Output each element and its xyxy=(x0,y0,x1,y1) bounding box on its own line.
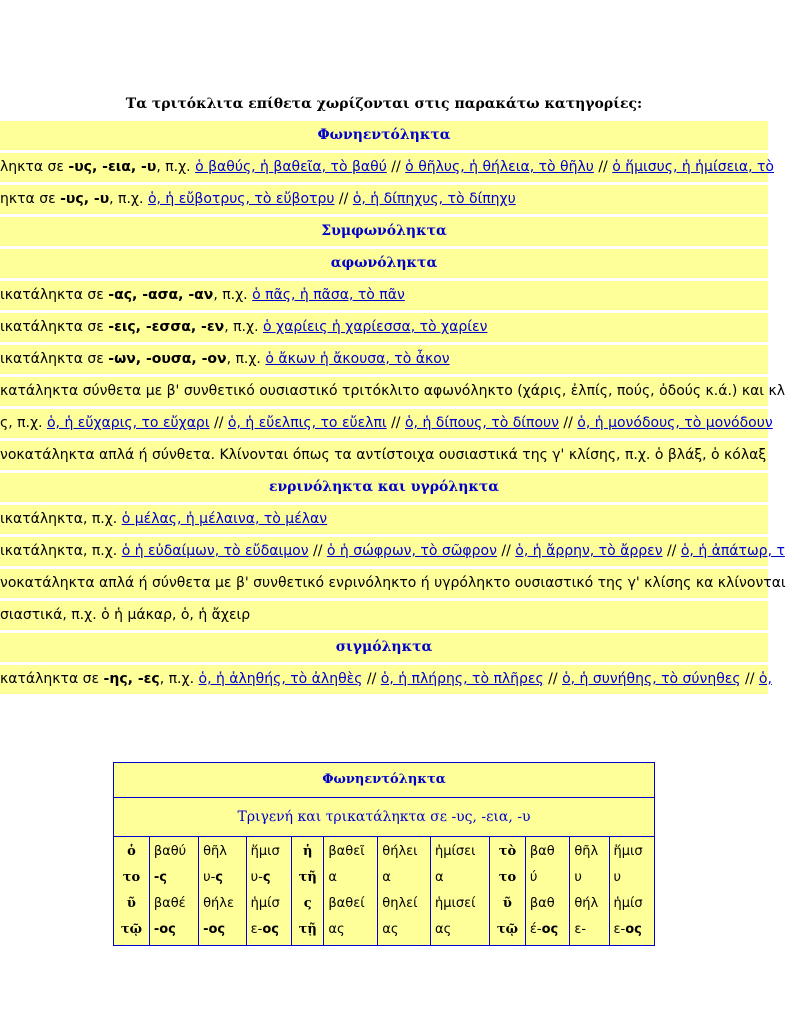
category-row xyxy=(0,185,768,214)
word-form xyxy=(203,917,242,943)
example-link[interactable]: ὁ, ἡ εὔχαρις, το εὔχαρι xyxy=(46,415,210,431)
word-form: ας xyxy=(382,922,399,937)
example-link[interactable]: ὁ, ἡ δίπηχυς, τὸ δίπηχυ xyxy=(352,191,516,207)
example-link[interactable]: ὁ, xyxy=(758,671,772,687)
categories-list xyxy=(0,121,786,697)
example-link[interactable]: ὁ, ἡ ἀληθής, τὸ ἀληθὲς xyxy=(198,671,363,687)
word-form: ἡμίσ xyxy=(250,896,280,911)
row-text: // xyxy=(496,543,516,559)
form-cell xyxy=(525,837,569,946)
row-text: νοκατάληκτα απλά ή σύνθετα. Κλίνονται όπως τα αντίστοιχα ουσιαστικά της γ' κλίσης, π.χ. ὁ βλάξ, ὁ κόλαξ xyxy=(0,447,767,463)
category-row xyxy=(0,281,768,310)
article-form: ῦ xyxy=(502,896,512,911)
category-row xyxy=(0,313,768,342)
category-row xyxy=(0,441,768,470)
word-form: έ-ος xyxy=(529,922,559,937)
example-link[interactable]: ὁ, ἡ εὔελπις, το εὔελπι xyxy=(227,415,387,431)
example-link[interactable]: ὁ, ἡ ἄρρην, τὸ ἄρρεν xyxy=(515,543,663,559)
row-text: // xyxy=(558,415,578,431)
category-row xyxy=(0,665,772,694)
table-row xyxy=(114,837,655,946)
category-row xyxy=(0,505,768,534)
article-form: ῦ xyxy=(126,896,136,911)
article-form: το xyxy=(498,870,517,885)
row-text: σιαστικά, π.χ. ὁ ἡ μάκαρ, ὁ, ἡ ἄχειρ xyxy=(0,607,251,623)
ending-text: -ος xyxy=(153,922,176,937)
example-link[interactable]: ὁ ἥμισυς, ἡ ἡμίσεια, τὸ xyxy=(612,159,774,175)
article-cell xyxy=(490,837,526,946)
category-row xyxy=(0,569,786,598)
word-form: βαθεί xyxy=(328,896,365,911)
ending-text: -ας, -ασα, -αν xyxy=(108,287,214,303)
word-form: υ-ς xyxy=(250,870,271,885)
word-form: ἡμισεί xyxy=(435,896,476,911)
example-link[interactable]: ὁ βαθύς, ἡ βαθεῖα, τὸ βαθύ xyxy=(195,159,387,175)
ending-text: -υς, -υ xyxy=(60,191,110,207)
row-text: κατάληκτα σύνθετα με β' συνθετικό ουσιαστικό τριτόκλιτο αφωνόληκτο (χάρις, ἐλπίς, πούς, ὀδούς κ.ά.) και κλ xyxy=(0,383,786,399)
row-text: , π.χ. xyxy=(213,287,253,303)
section-heading: Συμφωνόληκτα xyxy=(0,217,768,246)
row-text: νοκατάληκτα απλά ή σύνθετα με β' συνθετικό ενρινόληκτο ή υγρόληκτο ουσιαστικό της γ' κλίσης κα κλίνονται xyxy=(0,575,786,591)
word-form xyxy=(154,917,194,943)
row-text: // xyxy=(593,159,613,175)
word-form: ἥμισ xyxy=(250,844,280,859)
word-form: θῆλ xyxy=(574,844,599,859)
row-text: ικατάληκτα σε xyxy=(0,319,109,335)
row-text: , π.χ. xyxy=(226,351,266,367)
category-row xyxy=(0,537,785,566)
form-cell xyxy=(570,837,609,946)
word-form: θήλει xyxy=(382,844,418,859)
article-form: τῆ xyxy=(298,870,317,885)
form-cell xyxy=(324,837,378,946)
word-form: ἡμίσει xyxy=(435,844,476,859)
article-form: το xyxy=(122,870,141,885)
word-form: α xyxy=(328,870,337,885)
form-cell xyxy=(378,837,431,946)
word-form: βαθ xyxy=(529,896,555,911)
word-form: α xyxy=(435,870,444,885)
example-link[interactable]: ὁ, ἡ πλήρης, τὸ πλῆρες xyxy=(380,671,544,687)
category-row xyxy=(0,377,786,406)
word-form: ύ xyxy=(529,870,538,885)
table-subtitle: Τριγενή και τρικατάληκτα σε -υς, -εια, -υ xyxy=(114,798,655,837)
word-form: ε- xyxy=(574,922,587,937)
article-form: ς xyxy=(303,896,312,911)
declension-table xyxy=(113,762,655,946)
row-text: // xyxy=(209,415,228,431)
row-text: // xyxy=(386,159,406,175)
article-cell xyxy=(114,837,150,946)
example-link[interactable]: ὁ μέλας, ἡ μέλαινα, τὸ μέλαν xyxy=(121,511,328,527)
row-text: ικατάληκτα σε xyxy=(0,287,109,303)
example-link[interactable]: ὁ χαρίεις ἡ χαρίεσσα, τὸ χαρίεν xyxy=(262,319,488,335)
category-row xyxy=(0,153,774,182)
row-text: ικατάληκτα, π.χ. xyxy=(0,543,122,559)
row-text: κατάληκτα σε xyxy=(0,671,104,687)
row-text: ικατάληκτα, π.χ. xyxy=(0,511,122,527)
example-link[interactable]: ὁ θῆλυς, ἡ θήλεια, τὸ θῆλυ xyxy=(405,159,594,175)
word-form: υ-ς xyxy=(203,870,224,885)
row-text: // xyxy=(362,671,381,687)
word-form: ας xyxy=(435,922,452,937)
row-text: , π.χ. xyxy=(224,319,263,335)
word-form: ἡμίσ xyxy=(613,896,643,911)
article-form: τῇ xyxy=(298,922,317,937)
article-cell xyxy=(292,837,324,946)
ending-text: ος xyxy=(541,922,559,937)
example-link[interactable]: ὁ, ἡ μονόδους, τὸ μονόδουν xyxy=(577,415,773,431)
form-cell xyxy=(246,837,291,946)
row-text: // xyxy=(386,415,405,431)
word-form: ἥμισ xyxy=(613,844,643,859)
form-cell xyxy=(431,837,490,946)
word-form: ε-ος xyxy=(613,922,642,937)
row-text: ηκτα σε xyxy=(0,191,61,207)
article-form: τὸ xyxy=(498,844,517,859)
category-row xyxy=(0,601,768,630)
ending-text: ος xyxy=(262,922,279,937)
form-cell xyxy=(149,837,198,946)
article-form: ἡ xyxy=(302,844,313,859)
row-text: // xyxy=(543,671,563,687)
ending-text: -υς, -εια, -υ xyxy=(68,159,157,175)
table-title: Φωνηεντόληκτα xyxy=(114,763,655,798)
form-cell xyxy=(199,837,247,946)
word-form: βαθ xyxy=(529,844,555,859)
word-form xyxy=(154,865,194,891)
ending-text: ς xyxy=(215,870,224,885)
ending-text: ος xyxy=(625,922,642,937)
category-row xyxy=(0,409,773,438)
word-form: βαθεῖ xyxy=(328,844,365,859)
ending-text: -ς xyxy=(153,870,167,885)
row-text: ικατάληκτα σε xyxy=(0,351,109,367)
example-link[interactable]: ὁ ἄκων ἡ ἄκουσα, τὸ ἆκον xyxy=(265,351,450,367)
word-form: βαθύ xyxy=(153,844,187,859)
word-form: θηλεί xyxy=(382,896,418,911)
example-link[interactable]: ὁ ἡ εὐδαίμων, τὸ εὔδαιμον xyxy=(121,543,309,559)
row-text: ς, π.χ. xyxy=(0,415,47,431)
example-link[interactable]: ὁ, ἡ δίπους, τὸ δίπουν xyxy=(404,415,559,431)
section-heading: ενρινόληκτα και υγρόληκτα xyxy=(0,473,768,502)
word-form: βαθέ xyxy=(153,896,186,911)
section-heading: Φωνηεντόληκτα xyxy=(0,121,768,150)
section-heading: σιγμόληκτα xyxy=(0,633,768,662)
example-link[interactable]: ὁ πᾶς, ἡ πᾶσα, τὸ πᾶν xyxy=(252,287,405,303)
row-text: , π.χ. xyxy=(156,159,196,175)
example-link[interactable]: ὁ, ἡ ἀπάτωρ, τ xyxy=(680,543,785,559)
word-form: ας xyxy=(328,922,345,937)
example-link[interactable]: ὁ ἡ σώφρων, τὸ σῶφρον xyxy=(326,543,497,559)
example-link[interactable]: ὁ, ἡ συνήθης, τὸ σύνηθες xyxy=(562,671,741,687)
article-form: τῷ xyxy=(496,922,518,937)
article-form: τῷ xyxy=(120,922,142,937)
row-text: // xyxy=(308,543,327,559)
word-form: θήλ xyxy=(574,896,599,911)
word-form: ε-ος xyxy=(250,922,279,937)
article-form: ὁ xyxy=(127,844,136,859)
section-heading: αφωνόληκτα xyxy=(0,249,768,278)
category-row xyxy=(0,345,768,374)
word-form: θῆλ xyxy=(203,844,227,859)
ending-text: ς xyxy=(262,870,271,885)
ending-text: -ης, -ες xyxy=(103,671,160,687)
row-text: // xyxy=(740,671,759,687)
row-text: , π.χ. xyxy=(159,671,199,687)
example-link[interactable]: ὁ, ἡ εὔβοτρυς, τὸ εὔβοτρυ xyxy=(147,191,335,207)
word-form: θήλε xyxy=(203,896,234,911)
ending-text: -ων, -ουσα, -ον xyxy=(108,351,227,367)
row-text: // xyxy=(662,543,681,559)
ending-text: -ος xyxy=(203,922,226,937)
ending-text: -εις, -εσσα, -εν xyxy=(108,319,225,335)
form-cell xyxy=(609,837,655,946)
word-form: υ xyxy=(613,870,622,885)
row-text: ληκτα σε xyxy=(0,159,69,175)
word-form: α xyxy=(382,870,391,885)
row-text: , π.χ. xyxy=(109,191,148,207)
word-form: υ xyxy=(574,870,582,885)
row-text: // xyxy=(334,191,353,207)
intro-heading: Τα τριτόκλιτα επίθετα χωρίζονται στις παρακάτω κατηγορίες: xyxy=(125,96,643,112)
